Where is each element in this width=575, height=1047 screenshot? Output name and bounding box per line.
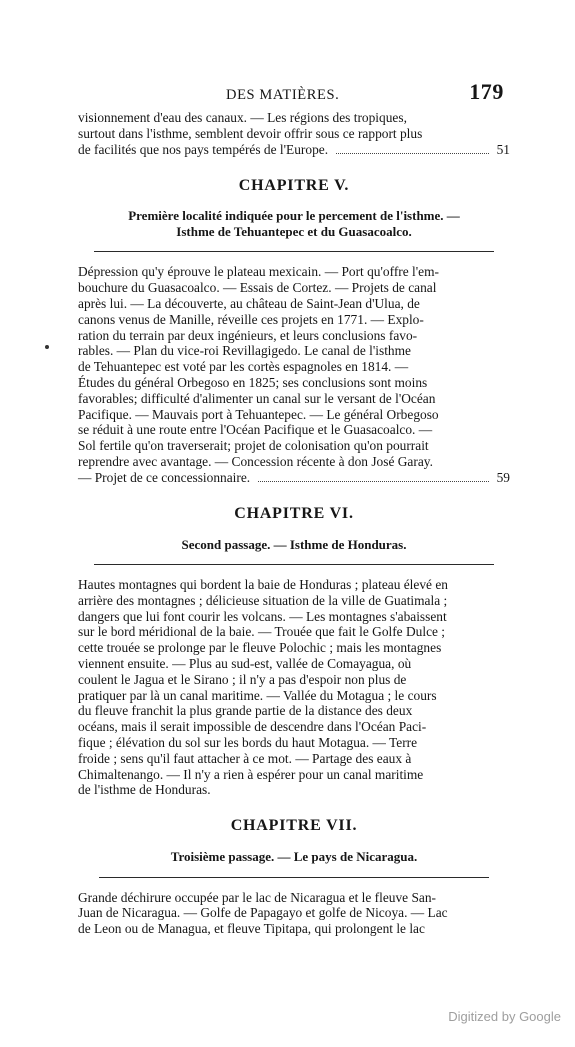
text-line: cette trouée se prolonge par le fleuve Polochic ; mais les montagnes [78, 640, 442, 656]
text-line: sur le bord méridional de la baie. — Trouée que fait le Golfe Dulce ; [78, 624, 446, 640]
digitized-watermark: Digitized by Google [448, 1009, 561, 1024]
text-line: du fleuve franchit la plus grande partie de la distance des deux [78, 703, 413, 719]
chapter-heading: CHAPITRE VII. [230, 817, 358, 835]
text-line: Études du général Orbegoso en 1825; ses conclusions sont moins [78, 374, 428, 390]
running-head [78, 79, 510, 108]
text-line: après lui. — La découverte, au château de Saint-Jean d'Ulua, de [78, 295, 420, 311]
text-line: Dépression qu'y éprouve le plateau mexicain. — Port qu'offre l'em- [78, 264, 439, 280]
running-head-title: DES MATIÈRES. [226, 87, 340, 103]
text-line: froide ; sens qu'il faut attacher à ce mot. — Partage des eaux à [78, 750, 412, 766]
divider-rule [99, 877, 489, 878]
text-line: pratiquer par là un canal maritime. — Vallée du Motagua ; le cours [78, 687, 437, 703]
entry-tail [78, 142, 510, 158]
text-line: de l'isthme de Honduras. [78, 782, 211, 798]
text-line: de facilités que nos pays tempérés de l'Europe. [78, 141, 329, 157]
text-line: coulent le Jagua et le Sirano ; il n'y a pas d'espoir non plus de [78, 671, 407, 687]
divider-rule [94, 251, 494, 252]
chapter-summary [78, 577, 510, 798]
chapter-heading: CHAPITRE VI. [234, 504, 354, 522]
text-line: dangers que lui font courir les volcans. — Les montagnes s'abaissent [78, 608, 447, 624]
text-line: Pacifique. — Mauvais port à Tehuantepec. — Le général Orbegoso [78, 406, 439, 422]
text-line: Sol fertile qu'on traverserait; projet de colonisation qu'on pourrait [78, 438, 429, 454]
text-line: Chimaltenango. — Il n'y a rien à espérer pour un canal maritime [78, 766, 424, 782]
intro-paragraph [78, 110, 510, 158]
text-line: favorables; difficulté d'alimenter un canal sur le versant de l'Océan [78, 390, 436, 406]
entry-tail [78, 470, 510, 486]
subject-line: Second passage. — Isthme de Honduras. [181, 536, 407, 552]
chapter-summary [78, 890, 510, 937]
text-line: fique ; élévation du sol sur les bords du haut Motagua. — Terre [78, 735, 418, 751]
ink-speck [45, 345, 49, 349]
text-line: Juan de Nicaragua. — Golfe de Papagayo et golfe de Nicoya. — Lac [78, 905, 448, 921]
text-line: viennent ensuite. — Plus au sud-est, vallée de Comayagua, où [78, 656, 412, 672]
chapter-subject [78, 537, 510, 553]
text-line: se réduit à une route entre l'Océan Pacifique et le Guasacoalco. — [78, 422, 433, 438]
page-number: 179 [469, 79, 504, 104]
chapter-subject [78, 849, 510, 865]
text-line: Grande déchirure occupée par le lac de Nicaragua et le fleuve San- [78, 889, 436, 905]
dot-leader [336, 153, 489, 154]
text-line: rables. — Plan du vice-roi Revillagigedo. Le canal de l'isthme [78, 343, 411, 359]
chapter-summary [78, 264, 510, 485]
subject-line: Isthme de Tehuantepec et du Guasacoalco. [176, 223, 412, 239]
text-line: de Leon ou de Managua, et fleuve Tipitapa, qui prolongent le lac [78, 921, 425, 937]
text-line: canons venus de Manille, réveille ces projets en 1771. — Explo- [78, 311, 424, 327]
text-line: surtout dans l'isthme, semblent devoir offrir sous ce rapport plus [78, 125, 423, 141]
subject-line: Première localité indiquée pour le percement de l'isthme. — [128, 208, 460, 224]
page-reference: 51 [496, 141, 510, 157]
text-line: océans, mais il serait impossible de descendre dans l'Océan Paci- [78, 719, 427, 735]
chapter-heading: CHAPITRE V. [238, 176, 350, 194]
text-line: visionnement d'eau des canaux. — Les régions des tropiques, [78, 110, 407, 125]
page-reference: 59 [496, 469, 510, 485]
dot-leader [258, 481, 488, 482]
book-page [78, 79, 510, 937]
subject-line: Troisième passage. — Le pays de Nicaragua. [170, 849, 418, 864]
text-line: bouchure du Guasacoalco. — Essais de Cortez. — Projets de canal [78, 280, 437, 296]
chapter-subject [78, 208, 510, 239]
text-line: reprendre avec avantage. — Concession récente à don José Garay. [78, 453, 433, 469]
text-line: arrière des montagnes ; délicieuse situation de la ville de Guatimala ; [78, 592, 448, 608]
divider-rule [94, 564, 494, 565]
text-line: de Tehuantepec est voté par les cortès espagnoles en 1814. — [78, 359, 409, 375]
text-line: Hautes montagnes qui bordent la baie de Honduras ; plateau élevé en [78, 577, 448, 593]
text-line: — Projet de ce concessionnaire. [78, 469, 251, 485]
text-line: ration du terrain par deux ingénieurs, et leurs conclusions favo- [78, 327, 418, 343]
